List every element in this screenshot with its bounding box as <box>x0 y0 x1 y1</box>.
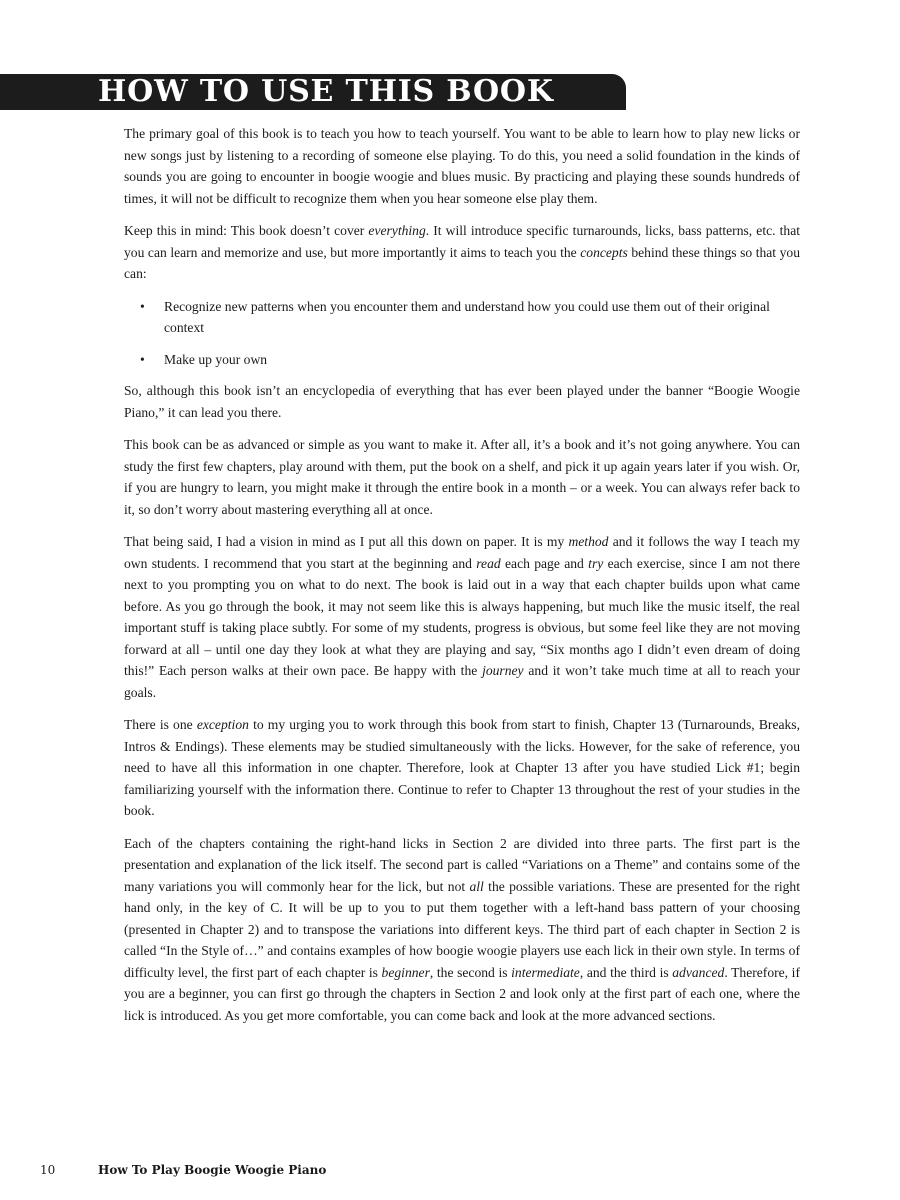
emphasis: concepts <box>580 244 628 260</box>
bullet-list <box>124 296 800 371</box>
paragraph: That being said, I had a vision in mind as I put all this down on paper. It is my method and it follows the way I teach my own students. I recommend that you start at the beginning and read each page and try each exercise, since I am not there next to you prompting you on what to do next. The book is laid out in a way that each chapter builds upon what came before. As you go through the book, it may not seem like this is always happening, but much like the music itself, the real important stuff is taking place subtly. For some of my students, progress is obvious, but some feel like they are not moving forward at all – until one day they look at what they are playing and say, “Six months ago I didn’t even dream of doing this!” Each person walks at their own pace. Be happy with the journey and it won’t take much time at all to reach your goals. <box>124 534 800 700</box>
paragraph: So, although this book isn’t an encyclopedia of everything that has ever been played under the banner “Boogie Woogie Piano,” it can lead you there. <box>124 383 800 420</box>
running-title: How To Play Boogie Woogie Piano <box>98 1163 327 1177</box>
page-number: 10 <box>40 1163 56 1177</box>
emphasis: journey <box>482 663 524 678</box>
page-footer <box>40 1160 326 1180</box>
emphasis: advanced <box>672 964 725 980</box>
emphasis: everything <box>368 223 426 238</box>
page-title: HOW TO USE THIS BOOK <box>98 74 554 109</box>
paragraph: There is one exception to my urging you to work through this book from start to finish, Chapter 13 (Turnarounds, Breaks, Intros & Endings). These elements may be studied simultaneously with the licks. However, for the sake of reference, you need to have all this information in one chapter. Therefore, look at Chapter 13 after you have studied Lick #1; begin familiarizing yourself with the information there. Continue to refer to Chapter 13 throughout the rest of your studies in the book. <box>124 717 800 818</box>
paragraph: Each of the chapters containing the right-hand licks in Section 2 are divided into three parts. The first part is the presentation and explanation of the lick itself. The second part is called “Variations on a Theme” and contains some of the many variations you will commonly hear for the lick, but not all the possible variations. These are presented for the right hand only, in the key of C. It will be up to you to put them together with a left-hand bass pattern of your choosing (presented in Chapter 2) and to transpose the variations into different keys. The third part of each chapter in Section 2 is called “In the Style of…” and contains examples of how boogie woogie players use each lick in their own style. In terms of difficulty level, the first part of each chapter is beginner, the second is intermediate, and the third is advanced. Therefore, if you are a beginner, you can first go through the chapters in Section 2 and look only at the first part of each one, where the lick is introduced. As you get more comfortable, you can come back and look at the more advanced sections. <box>124 835 800 1023</box>
body-text <box>124 123 800 1037</box>
bullet-item: • Recognize new patterns when you encounter them and understand how you could use them out of their original context <box>164 296 800 339</box>
emphasis: all <box>469 878 484 894</box>
emphasis: exception <box>196 717 249 732</box>
emphasis: beginner <box>381 964 430 980</box>
emphasis: try <box>588 555 604 571</box>
emphasis: read <box>476 555 501 571</box>
bullet-item: • Make up your own <box>164 349 800 371</box>
paragraph: The primary goal of this book is to teach you how to teach yourself. You want to be able to learn how to play new licks or new songs just by listening to a recording of someone else playing. To do this, you need a solid foundation in the kinds of sounds you are going to encounter in boogie woogie and blues music. By practicing and playing these sounds hundreds of times, it will not be difficult to recognize them when you hear someone else play them. <box>124 126 800 206</box>
paragraph: This book can be as advanced or simple as you want to make it. After all, it’s a book and it’s not going anywhere. You can study the first few chapters, play around with them, put the book on a shelf, and pick it up again years later if you wish. Or, if you are hungry to learn, you might make it through the entire book in a month – or a week. You can always refer back to it, so don’t worry about mastering everything all at once. <box>124 437 800 517</box>
emphasis: intermediate <box>511 964 580 980</box>
paragraph: Keep this in mind: This book doesn’t cover everything. It will introduce specific turnarounds, licks, bass patterns, etc. that you can learn and memorize and use, but more importantly it aims to teach you the concepts behind these things so that you can: <box>124 223 801 281</box>
emphasis: method <box>568 534 609 549</box>
